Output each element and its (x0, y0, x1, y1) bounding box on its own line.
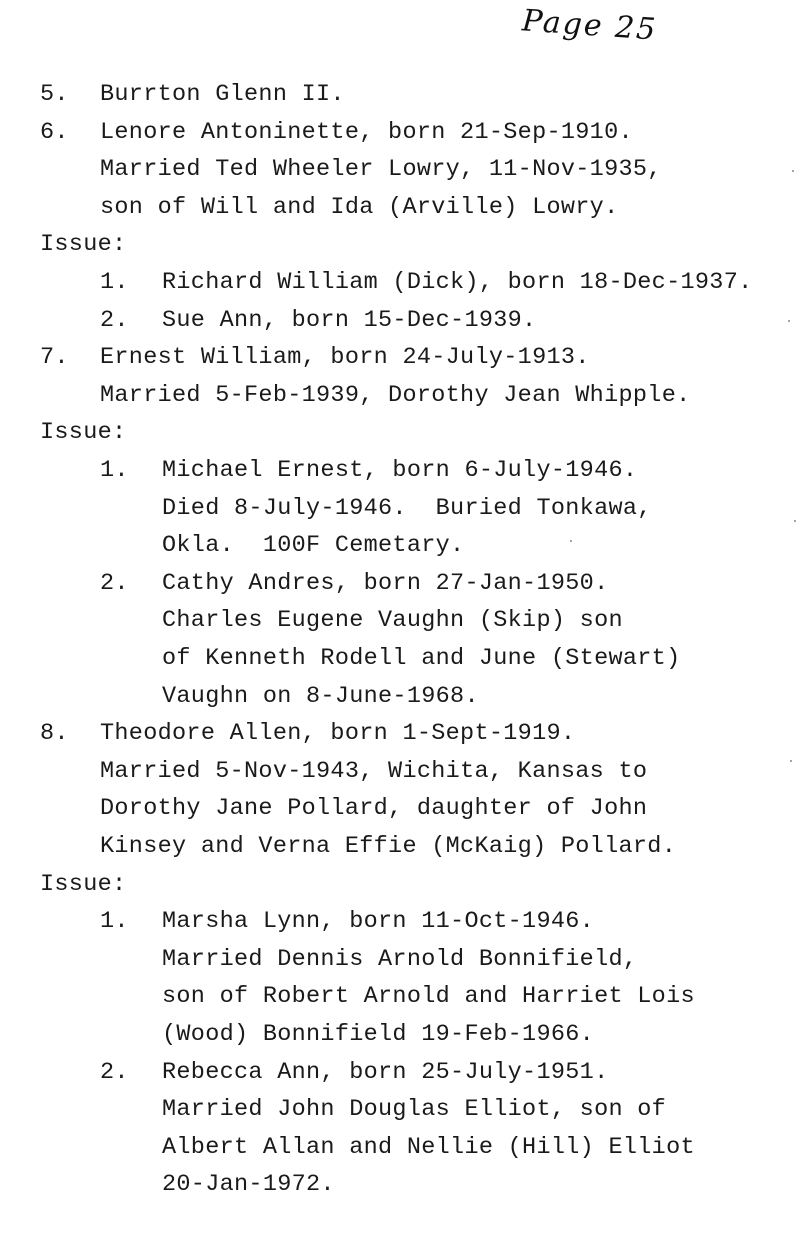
issue-line: son of Robert Arnold and Harriet Lois (162, 983, 695, 1011)
issue-line: Michael Ernest, born 6-July-1946. (162, 457, 638, 484)
issue-line: 20-Jan-1972. (162, 1171, 335, 1199)
issue-line: Albert Allan and Nellie (Hill) Elliot (162, 1133, 695, 1161)
issue-heading: Issue: (40, 870, 127, 898)
scan-speck (792, 170, 794, 172)
entry-line: Married Ted Wheeler Lowry, 11-Nov-1935, (100, 156, 662, 184)
scan-speck (788, 320, 790, 322)
issue-line: Charles Eugene Vaughn (Skip) son (162, 607, 623, 635)
entry-line: Dorothy Jane Pollard, daughter of John (100, 795, 648, 823)
issue-number: 1. (100, 457, 129, 484)
issue-heading: Issue: (40, 231, 127, 259)
issue-line: Vaughn on 8-June-1968. (162, 682, 479, 710)
issue-number: 2. (100, 306, 129, 334)
issue-line: Married Dennis Arnold Bonnifield, (162, 945, 638, 973)
issue-line: of Kenneth Rodell and June (Stewart) (162, 645, 681, 672)
entry-number: 5. (40, 81, 69, 108)
issue-line: Married John Douglas Elliot, son of (162, 1096, 667, 1124)
issue-line: Richard William (Dick), born 18-Dec-1937. (162, 269, 753, 296)
issue-number: 1. (100, 908, 129, 936)
entry-line: Married 5-Feb-1939, Dorothy Jean Whipple. (100, 381, 691, 409)
issue-line: Cathy Andres, born 27-Jan-1950. (162, 569, 609, 597)
entry-line: Theodore Allen, born 1-Sept-1919. (100, 720, 576, 748)
entry-line: son of Will and Ida (Arville) Lowry. (100, 193, 619, 221)
entry-line: Lenore Antoninette, born 21-Sep-1910. (100, 118, 633, 146)
page-number: Page 25 (520, 3, 659, 48)
entry-number: 6. (40, 118, 69, 146)
entry-line: Married 5-Nov-1943, Wichita, Kansas to (100, 757, 648, 785)
issue-heading: Issue: (40, 419, 127, 447)
scan-speck (570, 540, 572, 542)
scan-speck (794, 520, 796, 522)
issue-line: Marsha Lynn, born 11-Oct-1946. (162, 908, 595, 936)
issue-number: 2. (100, 1058, 129, 1086)
entry-line: Ernest William, born 24-July-1913. (100, 344, 590, 372)
issue-line: (Wood) Bonnifield 19-Feb-1966. (162, 1021, 595, 1048)
scan-speck (790, 760, 792, 762)
issue-line: Rebecca Ann, born 25-July-1951. (162, 1058, 609, 1086)
entry-number: 8. (40, 720, 69, 748)
issue-number: 1. (100, 269, 129, 296)
issue-line: Sue Ann, born 15-Dec-1939. (162, 306, 537, 334)
issue-number: 2. (100, 569, 129, 597)
entry-number: 7. (40, 344, 69, 372)
entry-line: Kinsey and Verna Effie (McKaig) Pollard. (100, 833, 677, 860)
entry-line: Burrton Glenn II. (100, 81, 345, 108)
issue-line: Died 8-July-1946. Buried Tonkawa, (162, 494, 652, 522)
issue-line: Okla. 100F Cemetary. (162, 532, 465, 560)
